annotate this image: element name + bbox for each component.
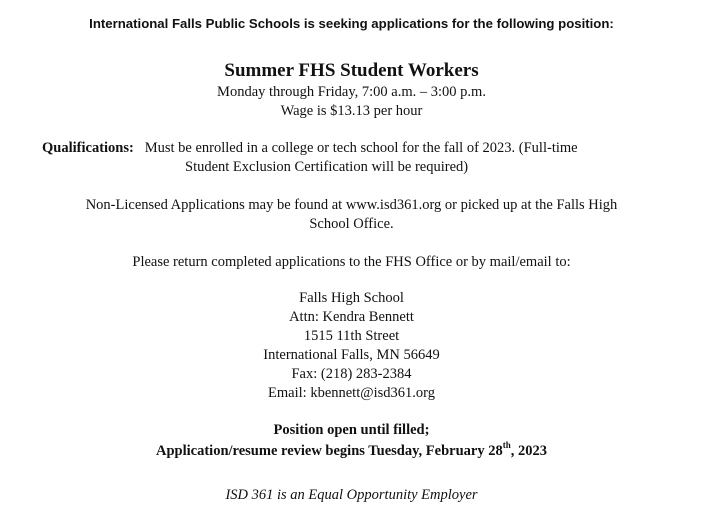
schedule-text: Monday through Friday, 7:00 a.m. – 3:00 p.m. <box>217 84 486 100</box>
deadline-review-sup: th <box>502 440 511 451</box>
address-city: International Falls, MN 56649 <box>263 347 440 363</box>
intro-heading: International Falls Public Schools is seeking applications for the following position: <box>89 16 614 31</box>
eoe-statement: ISD 361 is an Equal Opportunity Employer <box>225 487 478 503</box>
applications-line2: School Office. <box>309 216 394 232</box>
deadline-open: Position open until filled; <box>273 422 430 438</box>
qualifications-row <box>42 139 578 158</box>
address-street: 1515 11th Street <box>303 328 400 344</box>
address-school: Falls High School <box>299 290 404 306</box>
address-attn: Attn: Kendra Bennett <box>289 309 414 325</box>
qualifications-label: Qualifications: <box>42 140 134 156</box>
deadline-review-prefix: Application/resume review begins Tuesday, February 28 <box>156 443 503 459</box>
qualifications-text-line1: Must be enrolled in a college or tech school for the fall of 2023. (Full-time <box>144 140 578 156</box>
address-fax: Fax: (218) 283-2384 <box>291 366 412 382</box>
wage-text: Wage is $13.13 per hour <box>280 103 423 119</box>
return-instruction: Please return completed applications to the FHS Office or by mail/email to: <box>132 254 571 270</box>
qualifications-text-line2: Student Exclusion Certification will be required) <box>185 159 469 175</box>
position-title: Summer FHS Student Workers <box>224 60 479 81</box>
deadline-review <box>0 442 703 461</box>
address-email: Email: kbennett@isd361.org <box>268 385 435 401</box>
deadline-review-suffix: , 2023 <box>510 443 547 459</box>
applications-line1: Non-Licensed Applications may be found at www.isd361.org or picked up at the Falls High <box>85 197 618 213</box>
